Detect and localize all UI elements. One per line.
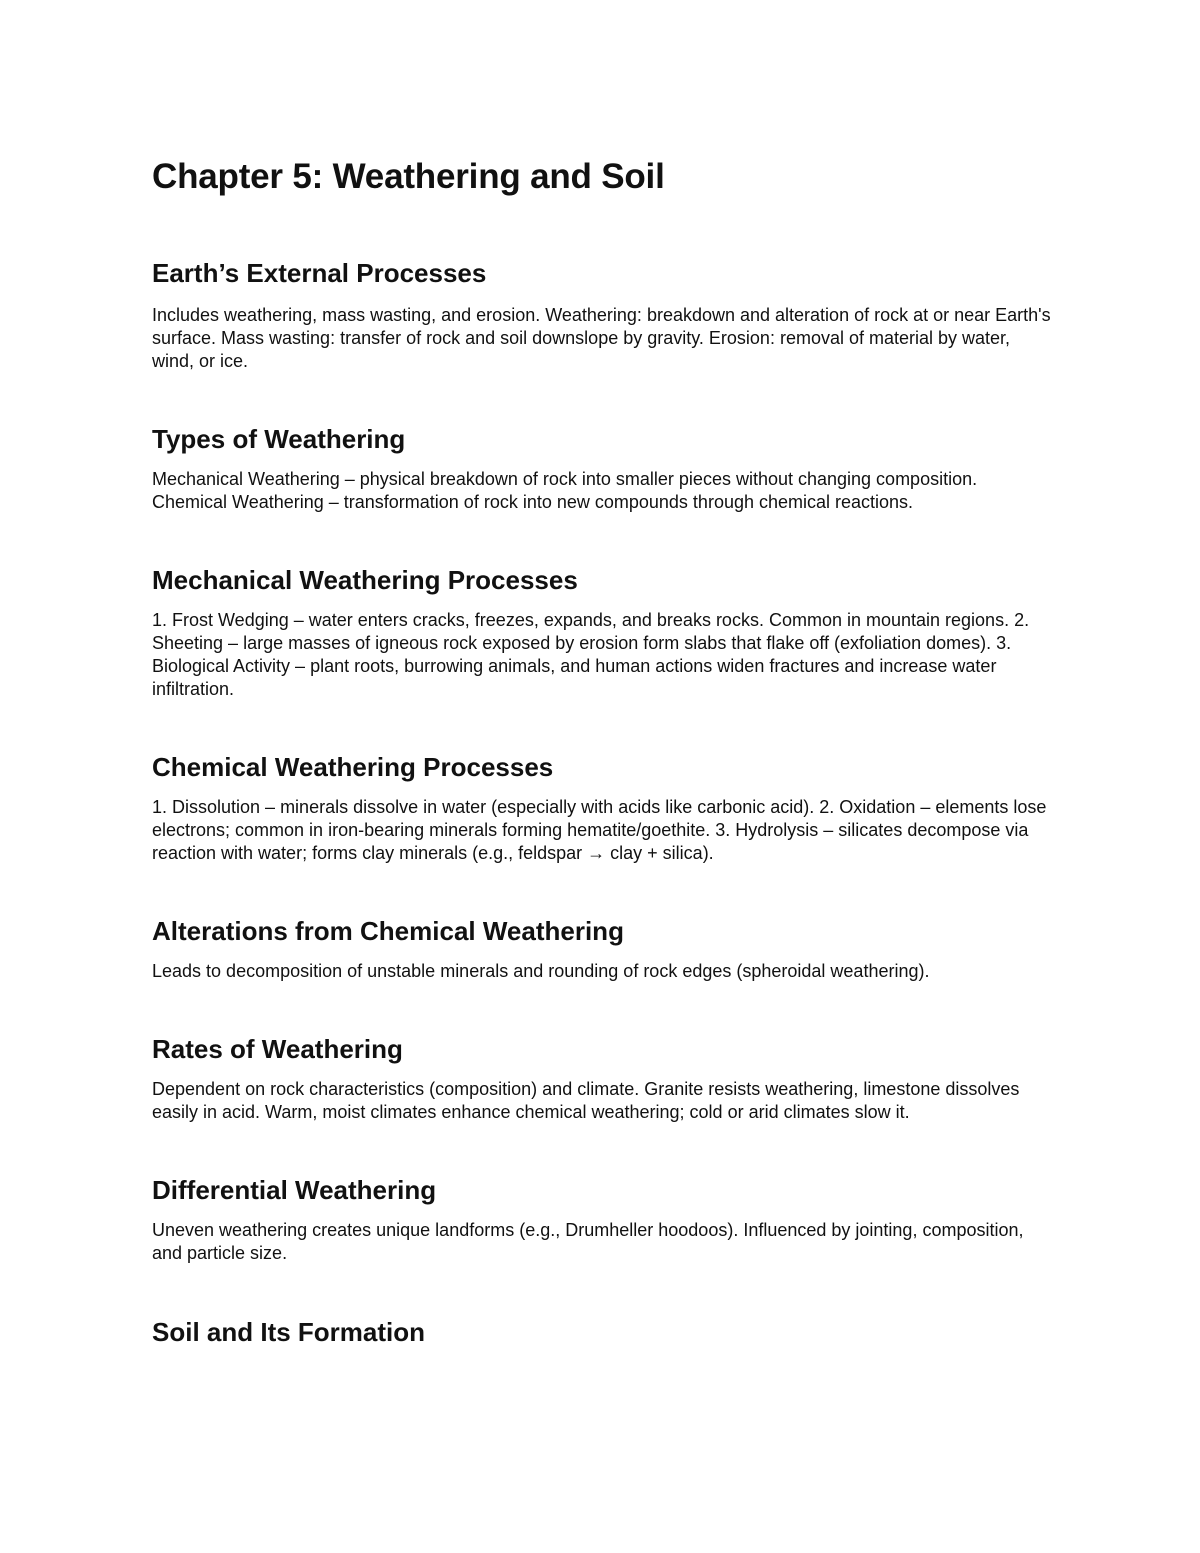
section-body: Dependent on rock characteristics (composition) and climate. Granite resists weathering, limestone dissolves easily in acid. Warm, moist climates enhance chemical weathering; cold or arid climates slow it.: [152, 1079, 1020, 1122]
section-mechanical-weathering-processes: [152, 561, 1052, 701]
section-body: 1. Dissolution – minerals dissolve in water (especially with acids like carbonic acid). 2. Oxidation – elements lose electrons; common in iron-bearing minerals forming hematite/goethite. 3. Hydrolysis – silicates decompose via reaction with water; forms clay minerals (e.g., feldspar → clay + silica).: [152, 797, 1047, 863]
section-chemical-weathering-processes: [152, 748, 1052, 865]
section-body: Includes weathering, mass wasting, and erosion. Weathering: breakdown and alteration of rock at or near Earth's surface. Mass wasting: transfer of rock and soil downslope by gravity. Erosion: removal of material by water, wind, or ice.: [152, 305, 1051, 371]
section-heading: Chemical Weathering Processes: [152, 752, 554, 782]
section-alterations-from-chemical-weathering: [152, 912, 1052, 983]
section-heading: Alterations from Chemical Weathering: [152, 916, 624, 946]
section-heading: Rates of Weathering: [152, 1034, 403, 1064]
section-heading: Earth’s External Processes: [152, 258, 487, 288]
section-earths-external-processes: [152, 254, 1052, 373]
section-heading: Differential Weathering: [152, 1175, 437, 1205]
section-rates-of-weathering: [152, 1030, 1052, 1124]
section-heading: Mechanical Weathering Processes: [152, 565, 578, 595]
section-body: 1. Frost Wedging – water enters cracks, freezes, expands, and breaks rocks. Common in mountain regions. 2. Sheeting – large masses of igneous rock exposed by erosion form slabs that flake off (exfoliation domes). 3. Biological Activity – plant roots, burrowing animals, and human actions widen fractures and increase water infiltration.: [152, 610, 1030, 699]
page-title: Chapter 5: Weathering and Soil: [152, 157, 665, 196]
section-differential-weathering: [152, 1171, 1052, 1265]
document-content: [152, 152, 1052, 1351]
section-heading: Types of Weathering: [152, 424, 406, 454]
section-body: Mechanical Weathering – physical breakdown of rock into smaller pieces without changing composition. Chemical Weathering – transformation of rock into new compounds through chemical reactions.: [152, 469, 978, 512]
section-heading: Soil and Its Formation: [152, 1317, 426, 1347]
section-body: Leads to decomposition of unstable minerals and rounding of rock edges (spheroidal weathering).: [152, 961, 930, 981]
section-body: Uneven weathering creates unique landforms (e.g., Drumheller hoodoos). Influenced by jointing, composition, and particle size.: [152, 1220, 1024, 1263]
section-types-of-weathering: [152, 420, 1052, 514]
section-soil-and-its-formation: [152, 1313, 1052, 1351]
